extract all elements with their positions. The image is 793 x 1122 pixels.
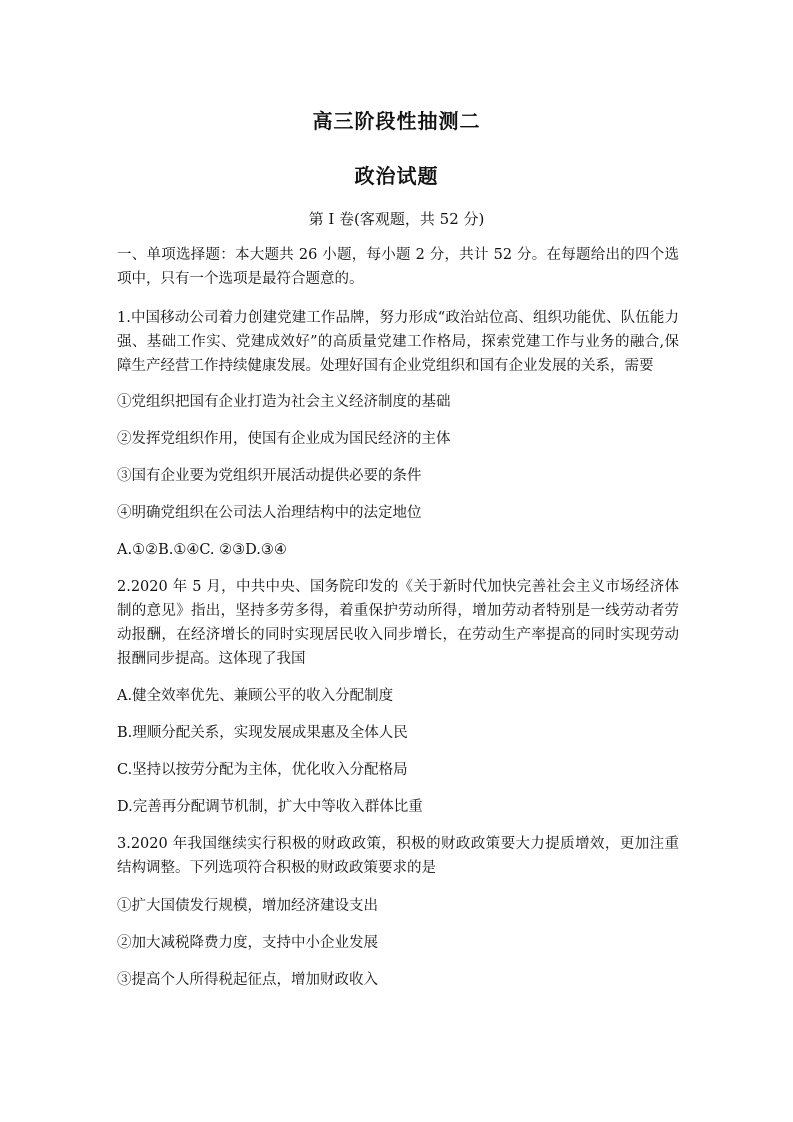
question-3-statement-1: ①扩大国债发行规模，增加经济建设支出 — [117, 898, 378, 914]
question-2-stem: 2.2020 年 5 月，中共中央、国务院印发的《关于新时代加快完善社会主义市场经济体制的意见》指出，坚持多劳多得，着重保护劳动所得，增加劳动者特别是一线劳动者劳动报酬，在经济增长的同时实现居民收入同步增长，在劳动生产率提高的同时实现劳动报酬同步提高。这体现了我国 — [117, 579, 679, 667]
question-2-option-d: D.完善再分配调节机制，扩大中等收入群体比重 — [117, 799, 423, 815]
subject-title: 政治试题 — [354, 164, 439, 188]
question-1-statement-1: ①党组织把国有企业打造为社会主义经济制度的基础 — [117, 394, 451, 410]
volume-heading: 第 I 卷(客观题，共 52 分) — [308, 210, 485, 228]
question-1-choices: A.①②B.①④C. ②③D.③④ — [117, 542, 287, 558]
exam-title: 高三阶段性抽测二 — [312, 109, 481, 133]
question-1-stem: 1.中国移动公司着力创建党建工作品牌，努力形成“政治站位高、组织功能优、队伍能力强、基础工作实、党建成效好”的高质量党建工作格局，探索党建工作与业务的融合,保障生产经营工作持续健康发展。处理好国有企业党组织和国有企业发展的关系，需要 — [117, 310, 679, 374]
question-3-stem: 3.2020 年我国继续实行积极的财政政策，积极的财政政策要大力提质增效，更加注重结构调整。下列选项符合积极的财政政策要求的是 — [117, 836, 679, 876]
question-1-statement-4: ④明确党组织在公司法人治理结构中的法定地位 — [117, 505, 422, 521]
question-1-statement-3: ③国有企业要为党组织开展活动提供必要的条件 — [117, 468, 422, 484]
question-2-option-a: A.健全效率优先、兼顾公平的收入分配制度 — [117, 688, 394, 704]
question-3-statement-2: ②加大减税降费力度，支持中小企业发展 — [117, 935, 378, 951]
question-3-statement-3: ③提高个人所得税起征点，增加财政收入 — [117, 972, 378, 988]
question-2-option-b: B.理顺分配关系，实现发展成果惠及全体人民 — [117, 725, 408, 741]
question-1-statement-2: ②发挥党组织作用，使国有企业成为国民经济的主体 — [117, 431, 451, 447]
section-instructions: 一、单项选择题：本大题共 26 小题，每小题 2 分，共计 52 分。在每题给出的四个选项中，只有一个选项是最符合题意的。 — [117, 247, 679, 287]
question-2-option-c: C.坚持以按劳分配为主体，优化收入分配格局 — [117, 762, 408, 778]
